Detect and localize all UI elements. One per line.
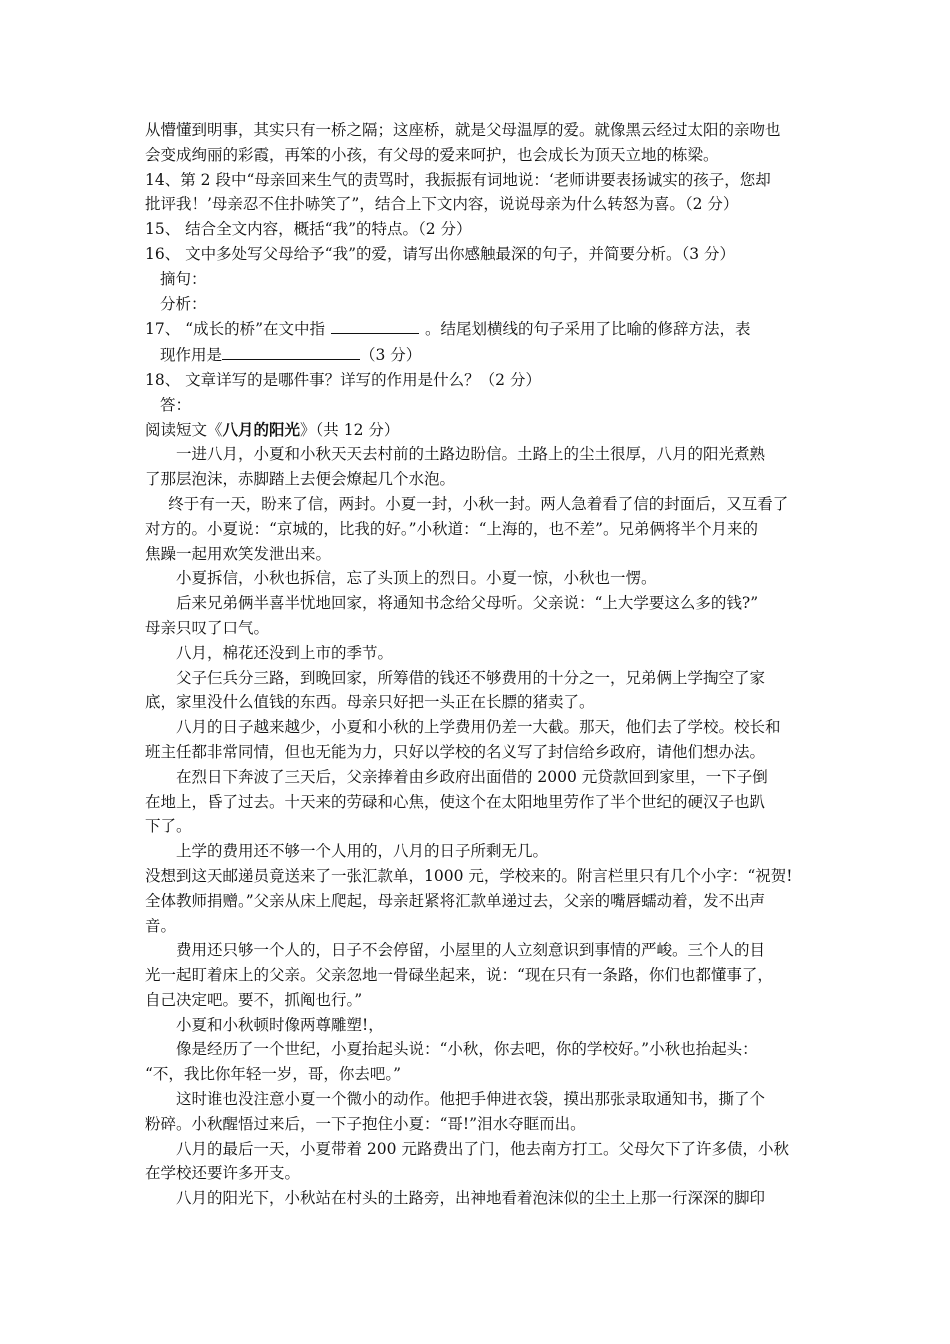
text-line: 班主任都非常同情，但也无能为力，只好以学校的名义写了封信给乡政府，请他们想办法。 — [145, 742, 766, 761]
text-line: 光一起盯着床上的父亲。父亲忽地一骨碌坐起来，说：“现在只有一条路，你们也都懂事了， — [145, 966, 773, 985]
question-17-line-2 — [145, 342, 815, 368]
text-line: 后来兄弟俩半喜半忧地回家，将通知书念给父母听。父亲说：“上大学要这么多的钱?” — [176, 594, 759, 613]
text-line: 全体教师捐赠。”父亲从床上爬起，母亲赶紧将汇款单递过去，父亲的嘴唇蠕动着，发不出声 — [145, 891, 766, 910]
question-15: 15、 结合全文内容，概括“我”的特点。（2 分） — [145, 220, 472, 239]
question-14-line-1: 14、第 2 段中“母亲回来生气的责骂时，我振振有词地说：‘老师讲要表扬诚实的孩子，您却 — [145, 170, 771, 189]
question-18-answer-label: 答： — [160, 395, 192, 414]
reading-heading-suffix: 》（共 12 分） — [300, 420, 400, 439]
text-line: 终于有一天，盼来了信，两封。小夏一封，小秋一封。两人急着看了信的封面后，又互看了 — [168, 494, 789, 513]
text-line: 一进八月，小夏和小秋天天去村前的土路边盼信。土路上的尘土很厚，八月的阳光煮熟 — [176, 445, 766, 464]
question-17-start: 17、 “成长的桥”在文中指 — [145, 320, 325, 339]
text-line: 粉碎。小秋醒悟过来后，一下子抱住小夏：“哥!”泪水夺眶而出。 — [145, 1114, 586, 1133]
reading-title: 八月的阳光 — [222, 419, 301, 439]
text-line: 在烈日下奔波了三天后，父亲捧着由乡政府出面借的 2000 元贷款回到家里，一下子倒 — [176, 767, 768, 786]
text-line: 自己决定吧。要不，抓阄也行。” — [145, 990, 363, 1009]
question-17-line2-end: （3 分） — [360, 346, 422, 365]
answer-blank[interactable] — [331, 316, 419, 334]
reading-heading — [145, 418, 815, 443]
text-line: 八月的日子越来越少，小夏和小秋的上学费用仍差一大截。那天，他们去了学校。校长和 — [176, 718, 781, 737]
text-line: “不，我比你年轻一岁，哥，你去吧。” — [145, 1065, 402, 1084]
text-line: 了那层泡沫，赤脚踏上去便会燎起几个水泡。 — [145, 470, 456, 489]
text-line: 八月，棉花还没到上市的季节。 — [176, 643, 394, 662]
question-16-pick-label: 摘句： — [160, 269, 207, 288]
text-line: 在地上，昏了过去。十天来的劳碌和心焦，使这个在太阳地里劳作了半个世纪的硬汉子也趴 — [145, 792, 766, 811]
text-line: 像是经历了一个世纪，小夏抬起头说：“小秋，你去吧，你的学校好。”小秋也抬起头： — [176, 1040, 758, 1059]
text-line: 没想到这天邮递员竟送来了一张汇款单，1000 元，学校来的。附言栏里只有几个小字：“祝贺! — [145, 866, 793, 885]
text-line: 小夏拆信，小秋也拆信，忘了头顶上的烈日。小夏一惊，小秋也一愣。 — [176, 569, 657, 588]
question-17-line-1 — [145, 316, 815, 342]
question-17-mid: 。结尾划横线的句子采用了比喻的修辞方法，表 — [425, 320, 751, 339]
text-line: 母亲只叹了口气。 — [145, 618, 270, 637]
answer-blank[interactable] — [222, 342, 360, 360]
text-line: 八月的最后一天，小夏带着 200 元路费出了门，他去南方打工。父母欠下了许多债，小秋 — [176, 1139, 789, 1158]
question-18: 18、 文章详写的是哪件事？详写的作用是什么？（2 分） — [145, 370, 541, 389]
text-line: 小夏和小秋顿时像两尊雕塑!， — [176, 1015, 384, 1034]
question-17-line2-start: 现作用是 — [160, 346, 223, 365]
intro-line-2: 会变成绚丽的彩霞，再笨的小孩，有父母的爱来呵护，也会成长为顶天立地的栋梁。 — [145, 145, 719, 164]
question-14-line-2: 批评我！’母亲忍不住扑哧笑了”，结合上下文内容，说说母亲为什么转怒为喜。（2 分） — [145, 195, 739, 214]
question-16-analysis-label: 分析： — [160, 294, 207, 313]
question-16: 16、 文中多处写父母给予“我”的爱，请写出你感触最深的句子，并简要分析。（3 分） — [145, 244, 736, 263]
text-line: 对方的。小夏说：“京城的，比我的好。”小秋道：“上海的，也不差”。兄弟俩将半个月来的 — [145, 519, 758, 538]
text-line: 费用还只够一个人的，日子不会停留，小屋里的人立刻意识到事情的严峻。三个人的目 — [176, 941, 766, 960]
document-page — [145, 118, 815, 1211]
intro-line-1: 从懵懂到明事，其实只有一桥之隔；这座桥，就是父母温厚的爱。就像黑云经过太阳的亲吻也 — [145, 121, 781, 139]
text-line: 八月的阳光下，小秋站在村头的土路旁，出神地看着泡沫似的尘土上那一行深深的脚印 — [176, 1189, 766, 1208]
text-line: 在学校还要许多开支。 — [145, 1164, 301, 1183]
text-line: 下了。 — [145, 817, 192, 836]
text-line: 父子仨兵分三路，到晚回家，所筹借的钱还不够费用的十分之一，兄弟俩上学掏空了家 — [176, 668, 766, 687]
text-line: 上学的费用还不够一个人用的，八月的日子所剩无几。 — [176, 842, 549, 861]
text-line: 音。 — [145, 916, 177, 935]
text-line: 焦躁一起用欢笑发泄出来。 — [145, 544, 332, 563]
reading-heading-prefix: 阅读短文《 — [145, 420, 223, 439]
text-line: 这时谁也没注意小夏一个微小的动作。他把手伸进衣袋，摸出那张录取通知书，撕了个 — [176, 1090, 766, 1109]
text-line: 底，家里没什么值钱的东西。母亲只好把一头正在长膘的猪卖了。 — [145, 693, 595, 712]
